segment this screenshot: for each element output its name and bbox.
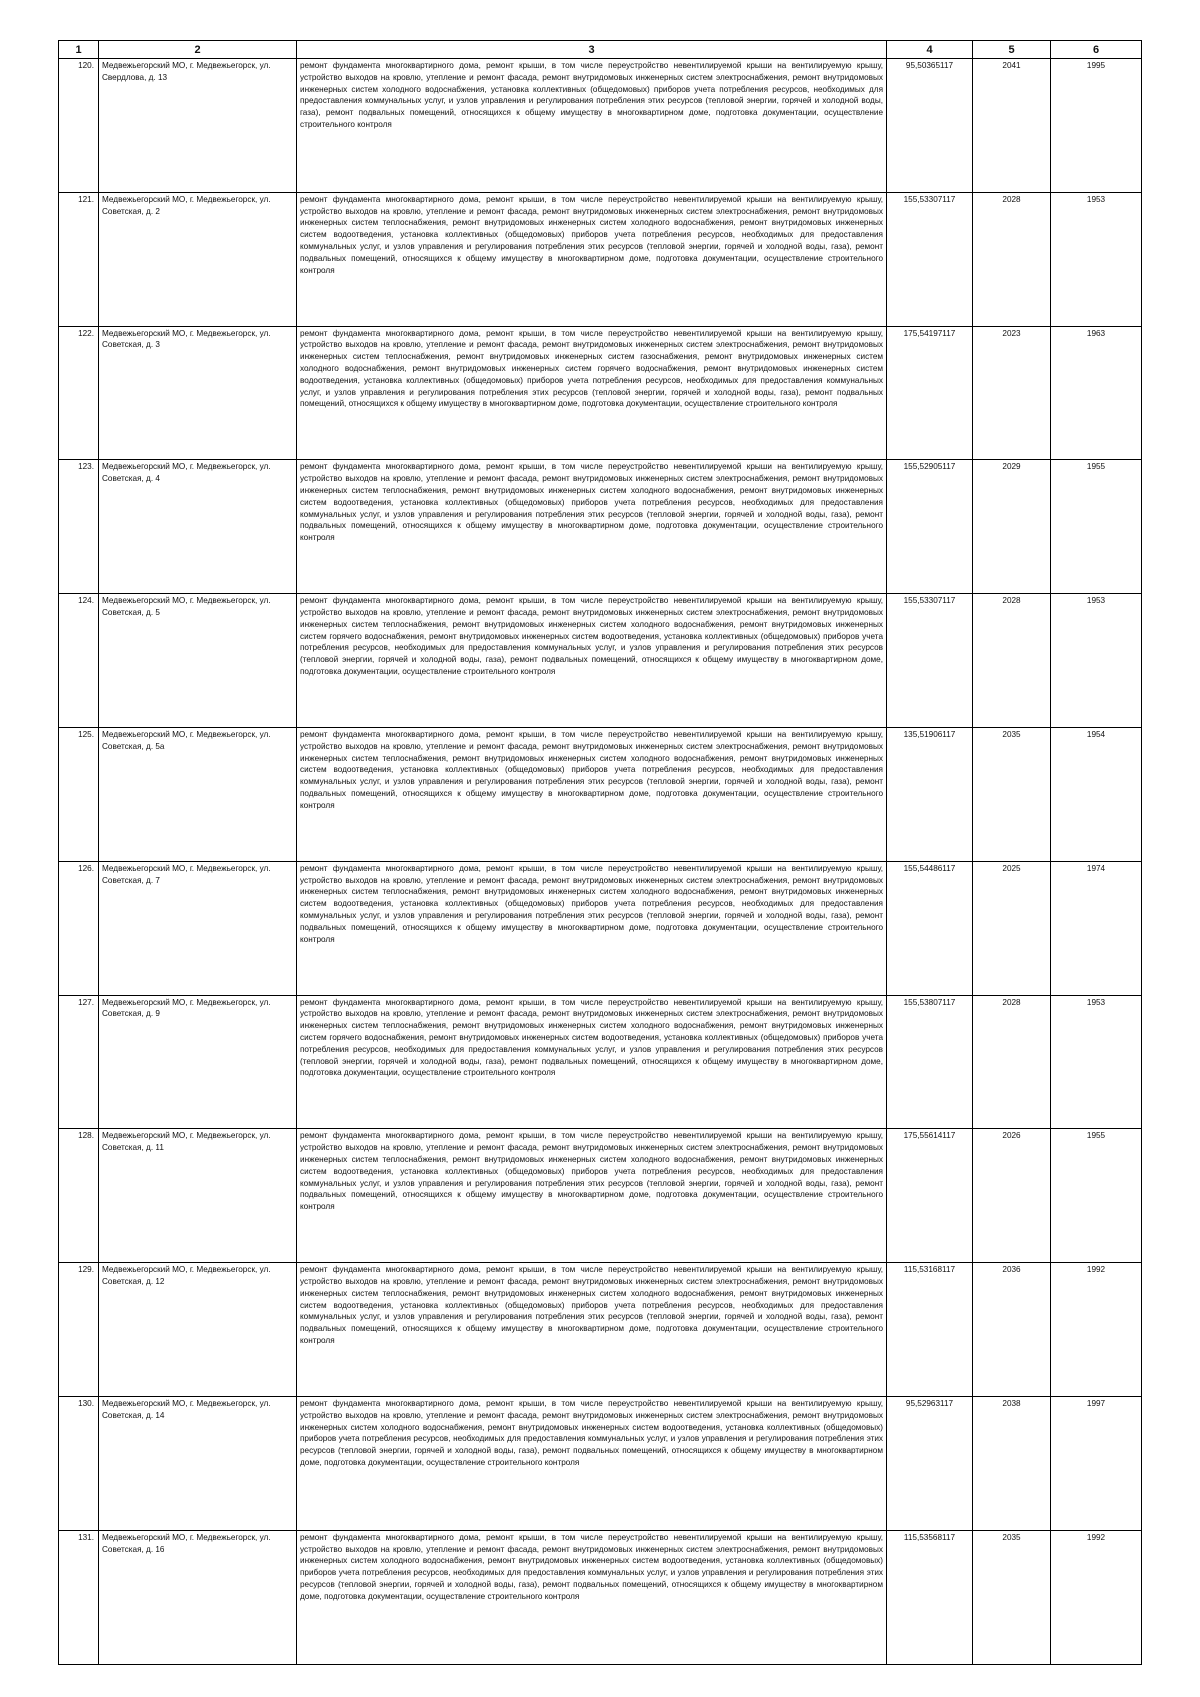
capital-repair-table xyxy=(58,40,1142,1665)
row-address: Медвежьегорский МО, г. Медвежьегорск, ул. Советская, д. 5а xyxy=(99,727,297,861)
column-header-2: 2 xyxy=(99,41,297,59)
row-code: 115,53168117 xyxy=(887,1263,973,1397)
row-year-built: 1955 xyxy=(1051,1129,1142,1263)
row-year-planned: 2036 xyxy=(973,1263,1051,1397)
row-number: 125. xyxy=(59,727,99,861)
row-code: 115,53568117 xyxy=(887,1530,973,1664)
row-address: Медвежьегорский МО, г. Медвежьегорск, ул. Свердлова, д. 13 xyxy=(99,59,297,193)
row-address: Медвежьегорский МО, г. Медвежьегорск, ул. Советская, д. 7 xyxy=(99,861,297,995)
column-header-1: 1 xyxy=(59,41,99,59)
row-year-built: 1953 xyxy=(1051,192,1142,326)
table-row xyxy=(59,995,1142,1129)
table-row xyxy=(59,1530,1142,1664)
row-works: ремонт фундамента многоквартирного дома, ремонт крыши, в том числе переустройство невентилируемой крыши на вентилируемую крышу, устройство выходов на кровлю, утепление и ремонт фасада, ремонт внутридомовых инженерных систем электроснабжения, ремонт внутридомовых инженерных систем холодного водоснабжения, ремонт внутридомовых инженерных систем водоотведения, установка коллективных (общедомовых) приборов учета потребления ресурсов, необходимых для предоставления коммунальных услуг, и узлов управления и регулирования потребления этих ресурсов (тепловой энергии, горячей и холодной воды, газа), ремонт подвальных помещений, относящихся к общему имуществу в многоквартирном доме, подготовка документации, осуществление строительного контроля xyxy=(297,1396,887,1530)
table-row xyxy=(59,1129,1142,1263)
row-code: 95,50365117 xyxy=(887,59,973,193)
row-code: 155,53807117 xyxy=(887,995,973,1129)
row-address: Медвежьегорский МО, г. Медвежьегорск, ул. Советская, д. 11 xyxy=(99,1129,297,1263)
row-year-planned: 2025 xyxy=(973,861,1051,995)
table-row xyxy=(59,326,1142,460)
row-code: 155,52905117 xyxy=(887,460,973,594)
row-year-built: 1974 xyxy=(1051,861,1142,995)
row-year-planned: 2023 xyxy=(973,326,1051,460)
row-year-planned: 2035 xyxy=(973,727,1051,861)
table-row xyxy=(59,594,1142,728)
row-works: ремонт фундамента многоквартирного дома, ремонт крыши, в том числе переустройство невентилируемой крыши на вентилируемую крышу, устройство выходов на кровлю, утепление и ремонт фасада, ремонт внутридомовых инженерных систем электроснабжения, ремонт внутридомовых инженерных систем теплоснабжения, ремонт внутридомовых инженерных систем холодного водоснабжения, ремонт внутридомовых инженерных систем водоотведения, установка коллективных (общедомовых) приборов учета потребления ресурсов, необходимых для предоставления коммунальных услуг, и узлов управления и регулирования потребления этих ресурсов (тепловой энергии, горячей и холодной воды, газа), ремонт подвальных помещений, относящихся к общему имуществу в многоквартирном доме, подготовка документации, осуществление строительного контроля xyxy=(297,861,887,995)
row-year-built: 1954 xyxy=(1051,727,1142,861)
column-header-6: 6 xyxy=(1051,41,1142,59)
row-address: Медвежьегорский МО, г. Медвежьегорск, ул. Советская, д. 2 xyxy=(99,192,297,326)
row-number: 127. xyxy=(59,995,99,1129)
table-row xyxy=(59,727,1142,861)
row-works: ремонт фундамента многоквартирного дома, ремонт крыши, в том числе переустройство невентилируемой крыши на вентилируемую крышу, устройство выходов на кровлю, утепление и ремонт фасада, ремонт внутридомовых инженерных систем электроснабжения, ремонт внутридомовых инженерных систем теплоснабжения, ремонт внутридомовых инженерных систем холодного водоснабжения, ремонт внутридомовых инженерных систем горячего водоснабжения, ремонт внутридомовых инженерных систем водоотведения, установка коллективных (общедомовых) приборов учета потребления ресурсов, необходимых для предоставления коммунальных услуг, и узлов управления и регулирования потребления этих ресурсов (тепловой энергии, горячей и холодной воды, газа), ремонт подвальных помещений, относящихся к общему имуществу в многоквартирном доме, подготовка документации, осуществление строительного контроля xyxy=(297,594,887,728)
row-code: 155,53307117 xyxy=(887,192,973,326)
row-year-planned: 2035 xyxy=(973,1530,1051,1664)
document-page xyxy=(58,40,1142,1665)
row-year-planned: 2028 xyxy=(973,594,1051,728)
row-works: ремонт фундамента многоквартирного дома, ремонт крыши, в том числе переустройство невентилируемой крыши на вентилируемую крышу, устройство выходов на кровлю, утепление и ремонт фасада, ремонт внутридомовых инженерных систем электроснабжения, ремонт внутридомовых инженерных систем теплоснабжения, ремонт внутридомовых инженерных систем холодного водоснабжения, ремонт внутридомовых инженерных систем водоотведения, установка коллективных (общедомовых) приборов учета потребления ресурсов, необходимых для предоставления коммунальных услуг, и узлов управления и регулирования потребления этих ресурсов (тепловой энергии, горячей и холодной воды, газа), ремонт подвальных помещений, относящихся к общему имуществу в многоквартирном доме, подготовка документации, осуществление строительного контроля xyxy=(297,727,887,861)
table-row xyxy=(59,1396,1142,1530)
table-row xyxy=(59,1263,1142,1397)
row-address: Медвежьегорский МО, г. Медвежьегорск, ул. Советская, д. 14 xyxy=(99,1396,297,1530)
table-row xyxy=(59,460,1142,594)
row-works: ремонт фундамента многоквартирного дома, ремонт крыши, в том числе переустройство невентилируемой крыши на вентилируемую крышу, устройство выходов на кровлю, утепление и ремонт фасада, ремонт внутридомовых инженерных систем электроснабжения, ремонт внутридомовых инженерных систем теплоснабжения, ремонт внутридомовых инженерных систем холодного водоснабжения, ремонт внутридомовых инженерных систем водоотведения, установка коллективных (общедомовых) приборов учета потребления ресурсов, необходимых для предоставления коммунальных услуг, и узлов управления и регулирования потребления этих ресурсов (тепловой энергии, горячей и холодной воды, газа), ремонт подвальных помещений, относящихся к общему имуществу в многоквартирном доме, подготовка документации, осуществление строительного контроля xyxy=(297,1129,887,1263)
row-number: 124. xyxy=(59,594,99,728)
row-code: 175,54197117 xyxy=(887,326,973,460)
row-year-built: 1992 xyxy=(1051,1263,1142,1397)
row-year-built: 1955 xyxy=(1051,460,1142,594)
row-code: 155,54486117 xyxy=(887,861,973,995)
column-header-3: 3 xyxy=(297,41,887,59)
table-row xyxy=(59,59,1142,193)
row-number: 120. xyxy=(59,59,99,193)
row-year-built: 1992 xyxy=(1051,1530,1142,1664)
table-row xyxy=(59,192,1142,326)
row-year-built: 1963 xyxy=(1051,326,1142,460)
row-address: Медвежьегорский МО, г. Медвежьегорск, ул. Советская, д. 16 xyxy=(99,1530,297,1664)
row-year-planned: 2041 xyxy=(973,59,1051,193)
row-works: ремонт фундамента многоквартирного дома, ремонт крыши, в том числе переустройство невентилируемой крыши на вентилируемую крышу, устройство выходов на кровлю, утепление и ремонт фасада, ремонт внутридомовых инженерных систем электроснабжения, ремонт внутридомовых инженерных систем холодного водоснабжения, ремонт внутридомовых инженерных систем водоотведения, установка коллективных (общедомовых) приборов учета потребления ресурсов, необходимых для предоставления коммунальных услуг, и узлов управления и регулирования потребления этих ресурсов (тепловой энергии, горячей и холодной воды, газа), ремонт подвальных помещений, относящихся к общему имуществу в многоквартирном доме, подготовка документации, осуществление строительного контроля xyxy=(297,1530,887,1664)
row-number: 129. xyxy=(59,1263,99,1397)
row-address: Медвежьегорский МО, г. Медвежьегорск, ул. Советская, д. 5 xyxy=(99,594,297,728)
row-works: ремонт фундамента многоквартирного дома, ремонт крыши, в том числе переустройство невентилируемой крыши на вентилируемую крышу, устройство выходов на кровлю, утепление и ремонт фасада, ремонт внутридомовых инженерных систем электроснабжения, ремонт внутридомовых инженерных систем холодного водоснабжения, установка коллективных (общедомовых) приборов учета потребления ресурсов, необходимых для предоставления коммунальных услуг, и узлов управления и регулирования потребления этих ресурсов (тепловой энергии, горячей и холодной воды, газа), ремонт подвальных помещений, относящихся к общему имуществу в многоквартирном доме, подготовка документации, осуществление строительного контроля xyxy=(297,59,887,193)
row-works: ремонт фундамента многоквартирного дома, ремонт крыши, в том числе переустройство невентилируемой крыши на вентилируемую крышу, устройство выходов на кровлю, утепление и ремонт фасада, ремонт внутридомовых инженерных систем электроснабжения, ремонт внутридомовых инженерных систем теплоснабжения, ремонт внутридомовых инженерных систем газоснабжения, ремонт внутридомовых инженерных систем холодного водоснабжения, ремонт внутридомовых инженерных систем горячего водоснабжения, ремонт внутридомовых инженерных систем водоотведения, установка коллективных (общедомовых) приборов учета потребления ресурсов, необходимых для предоставления коммунальных услуг, и узлов управления и регулирования потребления этих ресурсов (тепловой энергии, горячей и холодной воды, газа), ремонт подвальных помещений, относящихся к общему имуществу в многоквартирном доме, подготовка документации, осуществление строительного контроля xyxy=(297,326,887,460)
row-address: Медвежьегорский МО, г. Медвежьегорск, ул. Советская, д. 4 xyxy=(99,460,297,594)
row-number: 122. xyxy=(59,326,99,460)
row-number: 121. xyxy=(59,192,99,326)
table-body xyxy=(59,59,1142,1665)
row-address: Медвежьегорский МО, г. Медвежьегорск, ул. Советская, д. 12 xyxy=(99,1263,297,1397)
row-code: 135,51906117 xyxy=(887,727,973,861)
row-number: 130. xyxy=(59,1396,99,1530)
row-year-built: 1997 xyxy=(1051,1396,1142,1530)
row-year-planned: 2029 xyxy=(973,460,1051,594)
row-works: ремонт фундамента многоквартирного дома, ремонт крыши, в том числе переустройство невентилируемой крыши на вентилируемую крышу, устройство выходов на кровлю, утепление и ремонт фасада, ремонт внутридомовых инженерных систем электроснабжения, ремонт внутридомовых инженерных систем теплоснабжения, ремонт внутридомовых инженерных систем холодного водоснабжения, ремонт внутридомовых инженерных систем горячего водоснабжения, ремонт внутридомовых инженерных систем водоотведения, установка коллективных (общедомовых) приборов учета потребления ресурсов, необходимых для предоставления коммунальных услуг, и узлов управления и регулирования потребления этих ресурсов (тепловой энергии, горячей и холодной воды, газа), ремонт подвальных помещений, относящихся к общему имуществу в многоквартирном доме, подготовка документации, осуществление строительного контроля xyxy=(297,995,887,1129)
row-works: ремонт фундамента многоквартирного дома, ремонт крыши, в том числе переустройство невентилируемой крыши на вентилируемую крышу, устройство выходов на кровлю, утепление и ремонт фасада, ремонт внутридомовых инженерных систем электроснабжения, ремонт внутридомовых инженерных систем теплоснабжения, ремонт внутридомовых инженерных систем холодного водоснабжения, ремонт внутридомовых инженерных систем водоотведения, установка коллективных (общедомовых) приборов учета потребления ресурсов, необходимых для предоставления коммунальных услуг, и узлов управления и регулирования потребления этих ресурсов (тепловой энергии, горячей и холодной воды, газа), ремонт подвальных помещений, относящихся к общему имуществу в многоквартирном доме, подготовка документации, осуществление строительного контроля xyxy=(297,192,887,326)
row-year-planned: 2028 xyxy=(973,192,1051,326)
row-code: 175,55614117 xyxy=(887,1129,973,1263)
table-header-row xyxy=(59,41,1142,59)
row-number: 126. xyxy=(59,861,99,995)
row-address: Медвежьегорский МО, г. Медвежьегорск, ул. Советская, д. 9 xyxy=(99,995,297,1129)
row-year-built: 1995 xyxy=(1051,59,1142,193)
row-address: Медвежьегорский МО, г. Медвежьегорск, ул. Советская, д. 3 xyxy=(99,326,297,460)
column-header-5: 5 xyxy=(973,41,1051,59)
row-number: 131. xyxy=(59,1530,99,1664)
row-number: 123. xyxy=(59,460,99,594)
row-code: 95,52963117 xyxy=(887,1396,973,1530)
row-year-built: 1953 xyxy=(1051,995,1142,1129)
row-year-planned: 2028 xyxy=(973,995,1051,1129)
row-number: 128. xyxy=(59,1129,99,1263)
row-works: ремонт фундамента многоквартирного дома, ремонт крыши, в том числе переустройство невентилируемой крыши на вентилируемую крышу, устройство выходов на кровлю, утепление и ремонт фасада, ремонт внутридомовых инженерных систем электроснабжения, ремонт внутридомовых инженерных систем теплоснабжения, ремонт внутридомовых инженерных систем холодного водоснабжения, ремонт внутридомовых инженерных систем водоотведения, установка коллективных (общедомовых) приборов учета потребления ресурсов, необходимых для предоставления коммунальных услуг, и узлов управления и регулирования потребления этих ресурсов (тепловой энергии, горячей и холодной воды, газа), ремонт подвальных помещений, относящихся к общему имуществу в многоквартирном доме, подготовка документации, осуществление строительного контроля xyxy=(297,460,887,594)
column-header-4: 4 xyxy=(887,41,973,59)
table-row xyxy=(59,861,1142,995)
row-year-built: 1953 xyxy=(1051,594,1142,728)
row-code: 155,53307117 xyxy=(887,594,973,728)
row-works: ремонт фундамента многоквартирного дома, ремонт крыши, в том числе переустройство невентилируемой крыши на вентилируемую крышу, устройство выходов на кровлю, утепление и ремонт фасада, ремонт внутридомовых инженерных систем электроснабжения, ремонт внутридомовых инженерных систем теплоснабжения, ремонт внутридомовых инженерных систем холодного водоснабжения, ремонт внутридомовых инженерных систем водоотведения, установка коллективных (общедомовых) приборов учета потребления ресурсов, необходимых для предоставления коммунальных услуг, и узлов управления и регулирования потребления этих ресурсов (тепловой энергии, горячей и холодной воды, газа), ремонт подвальных помещений, относящихся к общему имуществу в многоквартирном доме, подготовка документации, осуществление строительного контроля xyxy=(297,1263,887,1397)
row-year-planned: 2026 xyxy=(973,1129,1051,1263)
row-year-planned: 2038 xyxy=(973,1396,1051,1530)
